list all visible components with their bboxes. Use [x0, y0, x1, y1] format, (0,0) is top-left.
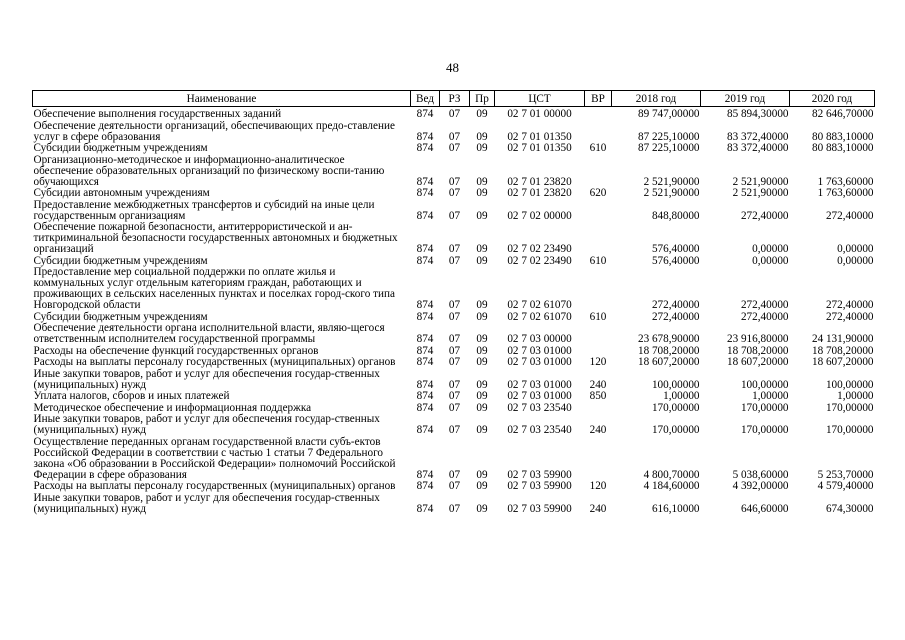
cell-name: Осуществление переданных органам государственной власти субъ-ектов Российской Федерации в соответствии с частью 1 статьи 7 Федерального закона «Об образовании в Российской Федерации» полномочий Российской Федерации в сфере образования: [33, 435, 396, 481]
cell-name: Иные закупки товаров, работ и услуг для обеспечения государ-ственных (муниципальных) нужд: [33, 491, 380, 515]
cell-name: Обеспечение выполнения государственных заданий: [33, 108, 282, 120]
cell-2018: 87 225,10000: [637, 142, 700, 154]
cell-cst: 02 7 02 23490: [507, 243, 572, 255]
cell-ved: 874: [416, 468, 434, 481]
cell-ved: 874: [416, 390, 434, 402]
cell-rz: 07: [448, 254, 461, 267]
cell-2018: 87 225,10000: [637, 130, 700, 143]
cell-2018: 23 678,90000: [637, 333, 700, 345]
cell-name: Субсидии бюджетным учреждениям: [33, 310, 208, 323]
cell-2019: 272,40000: [740, 310, 789, 323]
cell-ved: 874: [416, 299, 434, 311]
budget-table: [32, 90, 875, 515]
cell-pr: 09: [476, 502, 488, 515]
cell-rz: 07: [448, 378, 461, 391]
cell-rz: 07: [448, 243, 461, 255]
cell-name: Обеспечение деятельности организаций, обеспечивающих предо-ставление услуг в сфере образования: [33, 119, 395, 143]
cell-2020: 0,00000: [837, 254, 874, 267]
cell-rz: 07: [448, 344, 461, 357]
cell-pr: 09: [476, 378, 488, 391]
cell-ved: 874: [416, 310, 434, 323]
cell-2019: 5 038,60000: [732, 468, 789, 481]
cell-2019: 4 392,00000: [732, 480, 789, 492]
cell-ved: 874: [416, 333, 434, 345]
cell-ved: 874: [416, 502, 434, 515]
cell-vr: [585, 403, 612, 415]
cell-ved: 874: [416, 209, 434, 222]
cell-rz: 07: [448, 108, 461, 120]
cell-pr: 09: [476, 243, 488, 255]
cell-vr: [585, 107, 612, 121]
cell-2018: 576,40000: [651, 254, 700, 267]
cell-ved: 874: [416, 130, 434, 143]
cell-name: Расходы на выплаты персоналу государственных (муниципальных) органов: [33, 356, 396, 368]
cell-name: Субсидии бюджетным учреждениям: [33, 254, 208, 267]
cell-vr: 240: [589, 378, 607, 391]
cell-vr: [585, 222, 612, 256]
cell-2020: 1 763,60000: [817, 187, 874, 199]
header-rz: РЗ: [440, 91, 470, 107]
cell-2018: 272,40000: [651, 299, 700, 311]
cell-2019: 2 521,90000: [732, 187, 789, 199]
cell-2019: 83 372,40000: [726, 142, 789, 154]
cell-pr: 09: [476, 468, 488, 481]
cell-2018: 89 747,00000: [637, 108, 700, 120]
cell-name: Уплата налогов, сборов и иных платежей: [33, 390, 230, 402]
cell-rz: 07: [448, 356, 461, 368]
cell-2019: 23 916,80000: [726, 333, 789, 345]
cell-pr: 09: [476, 390, 488, 402]
header-2018: 2018 год: [612, 91, 701, 107]
cell-ved: 874: [416, 480, 434, 492]
cell-name: Иные закупки товаров, работ и услуг для обеспечения государ-ственных (муниципальных) нужд: [33, 413, 380, 436]
cell-vr: 120: [589, 356, 607, 368]
cell-cst: 02 7 01 00000: [507, 108, 572, 120]
cell-cst: 02 7 03 01000: [507, 356, 572, 368]
cell-2018: 2 521,90000: [643, 175, 700, 188]
cell-ved: 874: [416, 344, 434, 357]
cell-cst: 02 7 02 61070: [507, 299, 572, 311]
cell-vr: 620: [589, 187, 607, 199]
cell-2018: 848,80000: [651, 209, 700, 222]
cell-2020: 170,00000: [825, 401, 874, 414]
cell-cst: 02 7 03 01000: [507, 390, 572, 402]
cell-pr: 09: [476, 187, 488, 199]
cell-rz: 07: [448, 187, 461, 199]
table-header-row: [33, 91, 875, 107]
cell-2020: 18 708,20000: [811, 344, 874, 357]
cell-ved: 874: [416, 254, 434, 267]
cell-rz: 07: [448, 142, 461, 154]
cell-vr: [585, 437, 612, 482]
cell-vr: 240: [589, 424, 607, 436]
cell-ved: 874: [416, 142, 434, 154]
cell-ved: 874: [416, 424, 434, 436]
cell-cst: 02 7 01 01350: [507, 130, 572, 143]
cell-2018: 272,40000: [651, 310, 700, 323]
cell-cst: 02 7 03 23540: [507, 401, 572, 414]
cell-2020: 80 883,10000: [811, 130, 874, 143]
cell-2019: 170,00000: [740, 401, 789, 414]
cell-2018: 2 521,90000: [643, 187, 700, 199]
cell-pr: 09: [476, 333, 488, 345]
cell-vr: 850: [589, 390, 607, 402]
table-row: [33, 437, 875, 482]
cell-2019: 0,00000: [752, 243, 789, 255]
cell-name: Субсидии бюджетным учреждениям: [33, 142, 208, 154]
cell-2019: 83 372,40000: [726, 130, 789, 143]
cell-2019: 2 521,90000: [732, 175, 789, 188]
cell-cst: 02 7 03 01000: [507, 378, 572, 391]
header-cst: ЦСТ: [495, 91, 585, 107]
cell-2020: 4 579,40000: [817, 480, 874, 492]
cell-2018: 18 708,20000: [637, 344, 700, 357]
cell-ved: 874: [416, 175, 434, 188]
cell-vr: [585, 200, 612, 223]
cell-name: Организационно-методическое и информационно-аналитическое обеспечение образовательных организаций по физическому воспи-танию обучающихся: [33, 153, 385, 188]
table-row: [33, 414, 875, 437]
cell-2018: 100,00000: [651, 378, 700, 391]
cell-2020: 0,00000: [837, 243, 874, 255]
cell-rz: 07: [448, 390, 461, 402]
cell-vr: 120: [589, 480, 607, 492]
cell-vr: 610: [589, 310, 607, 323]
cell-2018: 18 607,20000: [637, 356, 700, 368]
cell-2020: 272,40000: [825, 299, 874, 311]
table-row: [33, 143, 875, 155]
cell-vr: [585, 323, 612, 346]
cell-2020: 80 883,10000: [811, 142, 874, 154]
cell-name: Расходы на обеспечение функций государственных органов: [33, 344, 319, 357]
cell-pr: 09: [476, 310, 488, 323]
cell-2020: 18 607,20000: [811, 356, 874, 368]
cell-name: Иные закупки товаров, работ и услуг для обеспечения государ-ственных (муниципальных) нужд: [33, 367, 380, 391]
cell-2020: 170,00000: [825, 424, 874, 436]
cell-cst: 02 7 03 59900: [507, 480, 572, 492]
table-body: [33, 107, 875, 516]
cell-ved: 874: [416, 108, 434, 120]
table-row: [33, 200, 875, 223]
cell-rz: 07: [448, 209, 461, 222]
table-row: [33, 267, 875, 312]
cell-2020: 5 253,70000: [817, 468, 874, 481]
page-number: 48: [446, 60, 459, 75]
cell-pr: 09: [476, 424, 488, 436]
cell-2018: 616,10000: [651, 502, 700, 515]
cell-ved: 874: [416, 356, 434, 368]
cell-name: Обеспечение деятельности органа исполнительной власти, являю-щегося ответственным исполнителем государственной программы: [33, 322, 385, 345]
cell-2019: 272,40000: [740, 299, 789, 311]
cell-2020: 272,40000: [825, 310, 874, 323]
cell-pr: 09: [476, 108, 488, 120]
cell-vr: [585, 267, 612, 312]
cell-rz: 07: [448, 130, 461, 143]
cell-cst: 02 7 02 00000: [507, 209, 572, 222]
header-2019: 2019 год: [701, 91, 790, 107]
cell-name: Субсидии автономным учреждениям: [33, 187, 210, 199]
cell-name: Предоставление межбюджетных трансфертов и субсидий на иные цели государственным организациям: [33, 198, 375, 222]
cell-2020: 674,30000: [825, 502, 874, 515]
cell-rz: 07: [448, 310, 461, 323]
cell-pr: 09: [476, 254, 488, 267]
table-row: [33, 493, 875, 516]
cell-2019: 646,60000: [740, 502, 789, 515]
cell-2019: 18 708,20000: [726, 344, 789, 357]
cell-ved: 874: [416, 187, 434, 199]
header-name: Наименование: [33, 91, 411, 107]
header-vr: ВР: [585, 91, 612, 107]
cell-rz: 07: [448, 401, 461, 414]
cell-rz: 07: [448, 333, 461, 345]
cell-pr: 09: [476, 401, 488, 414]
table-row: [33, 481, 875, 493]
cell-2018: 170,00000: [651, 424, 700, 436]
cell-rz: 07: [448, 468, 461, 481]
cell-ved: 874: [416, 401, 434, 414]
cell-pr: 09: [476, 130, 488, 143]
cell-cst: 02 7 03 59900: [507, 468, 572, 481]
cell-2020: 24 131,90000: [811, 333, 874, 345]
cell-2019: 100,00000: [740, 378, 789, 391]
cell-pr: 09: [476, 344, 488, 357]
cell-rz: 07: [448, 299, 461, 311]
header-pr: Пр: [470, 91, 495, 107]
cell-cst: 02 7 01 23820: [507, 175, 572, 188]
cell-name: Предоставление мер социальной поддержки по оплате жилья и коммунальных услуг отдельным категориям граждан, работающих и проживающих в сельских населенных пунктах и поселках город-ского типа Новгородской области: [33, 266, 395, 311]
cell-vr: [585, 121, 612, 144]
table-row: [33, 107, 875, 121]
cell-rz: 07: [448, 502, 461, 515]
table-row: [33, 323, 875, 346]
cell-pr: 09: [476, 175, 488, 188]
table-row: [33, 391, 875, 403]
cell-2019: 272,40000: [740, 209, 789, 222]
cell-ved: 874: [416, 378, 434, 391]
header-2020: 2020 год: [790, 91, 875, 107]
table-row: [33, 369, 875, 392]
cell-2018: 170,00000: [651, 401, 700, 414]
cell-cst: 02 7 03 00000: [507, 333, 572, 345]
cell-2018: 1,00000: [663, 390, 700, 402]
table-row: [33, 121, 875, 144]
cell-rz: 07: [448, 424, 461, 436]
cell-cst: 02 7 03 01000: [507, 344, 572, 357]
cell-cst: 02 7 01 01350: [507, 142, 572, 154]
cell-cst: 02 7 03 59900: [507, 502, 572, 515]
cell-name: Расходы на выплаты персоналу государственных (муниципальных) органов: [33, 480, 396, 492]
cell-name: Обеспечение пожарной безопасности, антитеррористической и ан-титкриминальной безопасности государственных автономных и бюджетных организаций: [33, 221, 398, 255]
cell-vr: 610: [589, 254, 607, 267]
cell-2020: 1 763,60000: [817, 175, 874, 188]
cell-2019: 0,00000: [752, 254, 789, 267]
cell-2018: 576,40000: [651, 243, 700, 255]
cell-2018: 4 800,70000: [643, 468, 700, 481]
cell-2018: 4 184,60000: [643, 480, 700, 492]
cell-pr: 09: [476, 209, 488, 222]
cell-cst: 02 7 01 23820: [507, 187, 572, 199]
cell-cst: 02 7 03 23540: [507, 424, 572, 436]
cell-cst: 02 7 02 61070: [507, 310, 572, 323]
table-row: [33, 222, 875, 256]
cell-2020: 100,00000: [825, 378, 874, 391]
cell-2020: 82 646,70000: [811, 108, 874, 120]
cell-2019: 170,00000: [740, 424, 789, 436]
cell-2020: 272,40000: [825, 209, 874, 222]
cell-vr: [585, 155, 612, 189]
cell-pr: 09: [476, 142, 488, 154]
cell-name: Методическое обеспечение и информационная поддержка: [33, 401, 312, 414]
cell-2019: 18 607,20000: [726, 356, 789, 368]
table-row: [33, 155, 875, 189]
cell-rz: 07: [448, 480, 461, 492]
table-row: [33, 357, 875, 369]
cell-cst: 02 7 02 23490: [507, 254, 572, 267]
cell-2019: 1,00000: [752, 390, 789, 402]
cell-pr: 09: [476, 480, 488, 492]
cell-vr: 240: [589, 502, 607, 515]
cell-2019: 85 894,30000: [726, 108, 789, 120]
cell-vr: 610: [589, 142, 607, 154]
cell-pr: 09: [476, 299, 488, 311]
table-row: [33, 188, 875, 200]
cell-2020: 1,00000: [837, 390, 874, 402]
header-ved: Вед: [411, 91, 440, 107]
cell-pr: 09: [476, 356, 488, 368]
cell-rz: 07: [448, 175, 461, 188]
cell-ved: 874: [416, 243, 434, 255]
